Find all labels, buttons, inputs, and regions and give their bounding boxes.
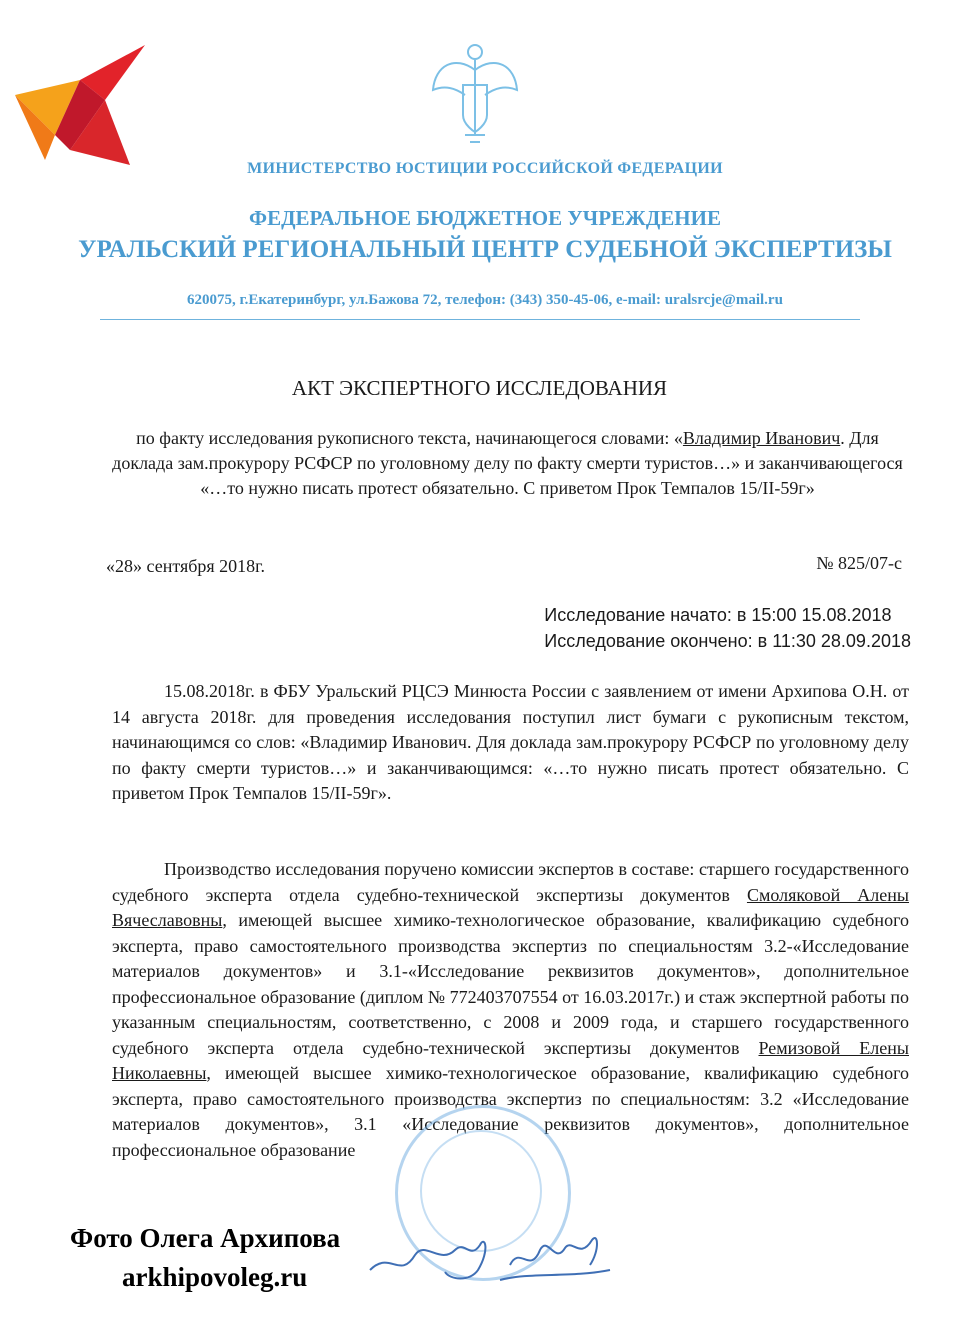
research-finished: Исследование окончено: в 11:30 28.09.2018 (544, 631, 911, 651)
document-title: АКТ ЭКСПЕРТНОГО ИССЛЕДОВАНИЯ (291, 376, 668, 400)
institution-type: ФЕДЕРАЛЬНОЕ БЮДЖЕТНОЕ УЧРЕЖДЕНИЕ (249, 206, 721, 230)
photo-credit: Фото Олега Архипова (70, 1223, 341, 1253)
ministry-emblem-icon (425, 40, 525, 150)
research-times (544, 602, 911, 654)
bird-logo-icon (10, 40, 145, 170)
center-name: УРАЛЬСКИЙ РЕГИОНАЛЬНЫЙ ЦЕНТР СУДЕБНОЙ ЭКСПЕРТИЗЫ (78, 236, 892, 263)
paragraph-intake: 15.08.2018г. в ФБУ Уральский РЦСЭ Минюста России с заявлением от имени Архипова О.Н. от 14 августа 2018г. для проведения исследования поступил лист бумаги с рукописным текстом, начинающимся со слов: «Владимир Иванович. Для доклада зам.прокурору РСФСР по уголовному делу по факту смерти туристов…» и заканчивающимся: «…то нужно писать протест обязательно. С приветом Прок Темпалов 15/II-59г». (112, 681, 909, 803)
signatures-icon (360, 1210, 620, 1300)
research-started: Исследование начато: в 15:00 15.08.2018 (544, 605, 892, 625)
document-subject: по факту исследования рукописного текста, начинающегося словами: «Владимир Иванович. Для доклада зам.прокурору РСФСР по уголовному делу по факту смерти туристов…» и заканчивающегося «…то нужно писать протест обязательно. С приветом Прок Темпалов 15/II-59г» (112, 428, 903, 498)
paragraph-commission: Производство исследования поручено комиссии экспертов в составе: старшего государственного судебного эксперта отдела судебно-технической экспертизы документов Смоляковой Алены Вячеславовны, имеющей высшее химико-технологическое образование, квалификацию судебного эксперта, право самостоятельного производства экспертиз по специальностям 3.2-«Исследование материалов документов» и 3.1-«Исследование реквизитов документов», дополнительное профессиональное образование (диплом № 772403707554 от 16.03.2017г.) и стаж экспертной работы по указанным специальностям, соответственно, с 2008 и 2009 года, и старшего государственного судебного эксперта отдела судебно-технической экспертизы документов Ремизовой Елены Николаевны, имеющей высшее химико-технологическое образование, квалификацию судебного эксперта, право самостоятельного производства экспертиз по специальностям: 3.2 «Исследование материалов документов», 3.1 «Исследование реквизитов документов», дополнительное профессиональное образование (112, 859, 909, 1160)
contact-line: 620075, г.Екатеринбург, ул.Бажова 72, телефон: (343) 350-45-06, e-mail: uralsrcje@mail.ru (187, 292, 783, 308)
photo-credit-url: arkhipovoleg.ru (122, 1262, 308, 1292)
expert-name: Ремизовой Елены Николаевны (112, 1037, 909, 1083)
document-number: № 825/07-с (816, 553, 902, 573)
expert-name: Смоляковой Алены Вячеславовны (112, 884, 909, 930)
document-date: «28» сентября 2018г. (106, 556, 266, 576)
ministry-name: МИНИСТЕРСТВО ЮСТИЦИИ РОССИЙСКОЙ ФЕДЕРАЦИИ (247, 160, 723, 177)
header-divider (100, 319, 860, 320)
